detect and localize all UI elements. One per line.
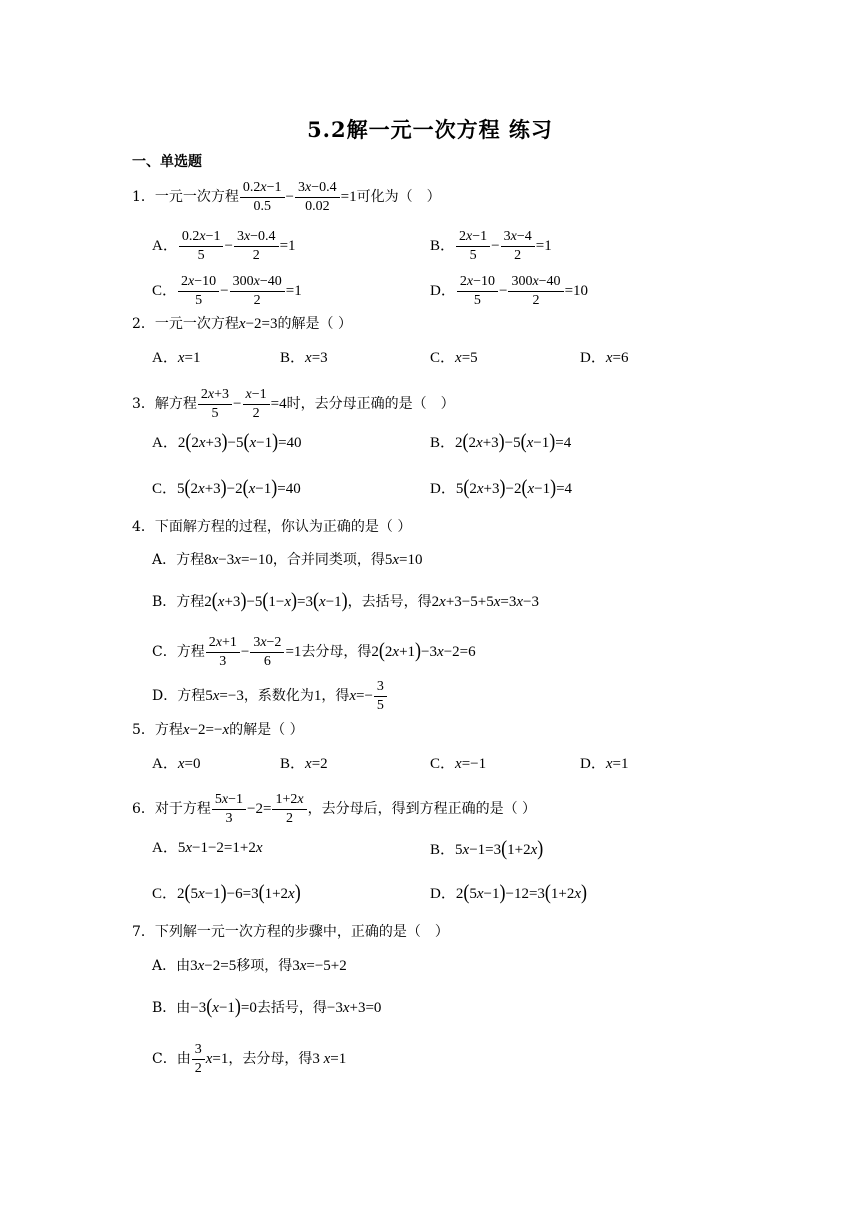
option-4b: B．方程2(x+3)−5(1−x)=3(x−1)，去括号，得2x+3−5+5x=3x−3 bbox=[152, 588, 539, 612]
question-2: 2．一元一次方程x−2=3的解是（ ） bbox=[132, 316, 352, 332]
question-6: 6．对于方程 $\frac{5x-1}{3}$ −2= $\frac{1+2x}{2}$ ，去分母后，得到方程正确的是（ ） bbox=[132, 792, 537, 826]
option-5d: D．x=1 bbox=[580, 756, 629, 772]
option-5b: B．x=2 bbox=[280, 756, 328, 772]
option-3d: D．5(2x+3)−2(x−1)=4 bbox=[430, 475, 573, 499]
option-6b: B．5x−1=3(1+2x) bbox=[430, 836, 544, 860]
option-4d: D．方程5x=−3，系数化为1，得x=− $\frac{3}{5}$ bbox=[152, 678, 388, 715]
question-1: 1．一元一次方程 $\frac{0.2x-1}{0.5}$ − $\frac{3x-0.4}{0.02}$ =1可化为（ ） bbox=[132, 180, 441, 214]
option-7b: B．由−3(x−1)=0去括号，得−3x+3=0 bbox=[152, 994, 382, 1018]
option-5a: A．x=0 bbox=[152, 756, 201, 772]
option-2d: D．x=6 bbox=[580, 350, 629, 366]
option-6a: A．5x−1−2=1+2x bbox=[152, 840, 263, 856]
question-7: 7．下列解一元一次方程的步骤中，正确的是（ ） bbox=[132, 924, 449, 940]
option-4a: A．方程8x−3x=−10，合并同类项，得5x=10 bbox=[152, 552, 423, 568]
option-7a: A．由3x−2=5移项，得3x=−5+2 bbox=[152, 958, 347, 974]
option-7c: C．由 $\frac{3}{2}$ x=1，去分母，得3 x=1 bbox=[152, 1042, 347, 1076]
option-1a: A． $\frac{0.2x-1}{5}$ − $\frac{3x-0.4}{2}$ =1 bbox=[152, 229, 296, 263]
option-2a: A．x=1 bbox=[152, 350, 201, 366]
option-3b: B．2(2x+3)−5(x−1)=4 bbox=[430, 429, 572, 453]
option-6d: D．2(5x−1)−12=3(1+2x) bbox=[430, 880, 588, 904]
option-1b: B． $\frac{2x-1}{5}$ − $\frac{3x-4}{2}$ =1 bbox=[430, 229, 552, 263]
option-3a: A．2(2x+3)−5(x−1)=40 bbox=[152, 429, 302, 453]
option-4c: C．方程 $\frac{2x+1}{3}$ − $\frac{3x-2}{6}$ =1去分母，得2(2x+1)−3x−2=6 bbox=[152, 635, 476, 669]
question-3: 3．解方程 $\frac{2x+3}{5}$ − $\frac{x-1}{2}$ =4时，去分母正确的是（ ） bbox=[132, 387, 455, 421]
option-2b: B．x=3 bbox=[280, 350, 328, 366]
equation: $\frac{0.2x-1}{0.5}$ − $\frac{3x-0.4}{0.02}$ =1 bbox=[239, 189, 357, 205]
option-1c: C． $\frac{2x-10}{5}$ − $\frac{300x-40}{2}$ =1 bbox=[152, 274, 302, 308]
page-title: 5.2解一元一次方程 练习 bbox=[307, 117, 553, 142]
option-1d: D． $\frac{2x-10}{5}$ − $\frac{300x-40}{2}$ =10 bbox=[430, 274, 589, 308]
option-6c: C．2(5x−1)−6=3(1+2x) bbox=[152, 880, 301, 904]
question-4: 4．下面解方程的过程，你认为正确的是（ ） bbox=[132, 519, 412, 535]
section-heading: 一、单选题 bbox=[132, 154, 202, 170]
option-2c: C．x=5 bbox=[430, 350, 478, 366]
option-5c: C．x=−1 bbox=[430, 756, 487, 772]
option-3c: C．5(2x+3)−2(x−1)=40 bbox=[152, 475, 301, 499]
question-5: 5．方程x−2=−x的解是（ ） bbox=[132, 722, 304, 738]
